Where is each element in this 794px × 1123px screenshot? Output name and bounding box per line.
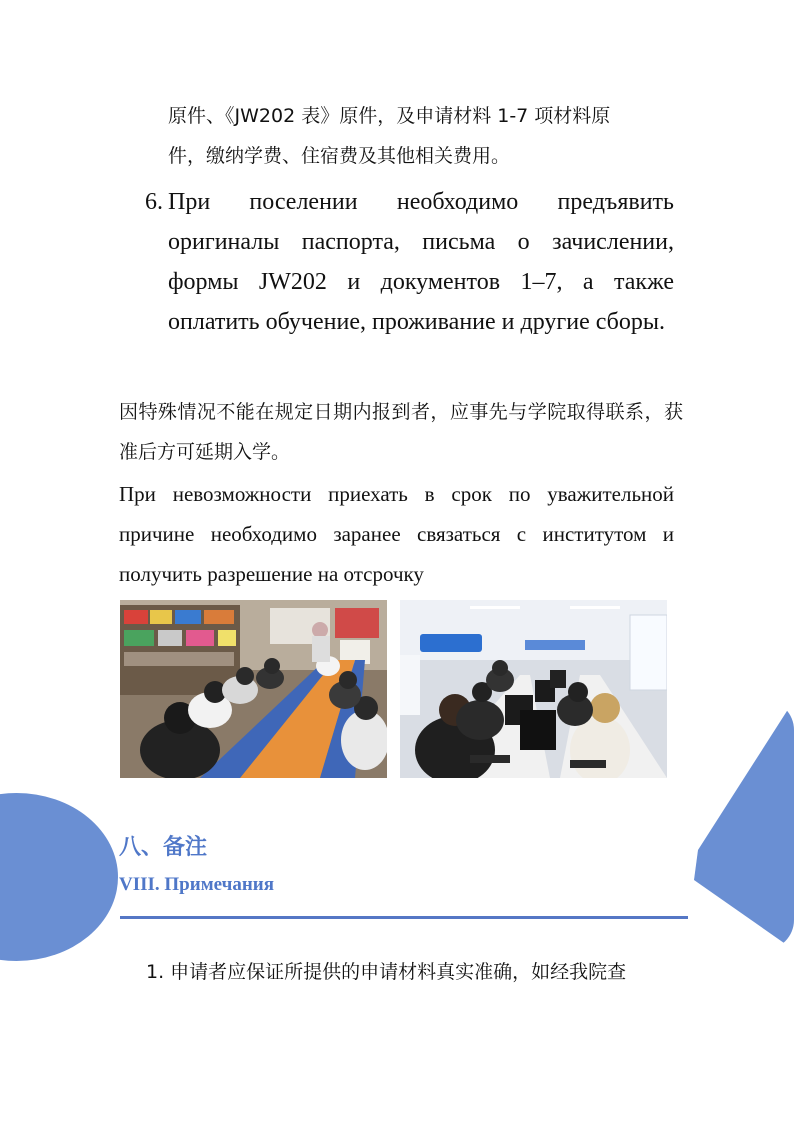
section-divider xyxy=(120,916,688,919)
decorative-circle xyxy=(0,793,118,961)
delay-paragraph-cn: 因特殊情况不能在规定日期内报到者，应事先与学院取得联系，获准后方可延期入学。 xyxy=(119,401,683,463)
section-title-ru: VIII. Примечания xyxy=(119,874,274,895)
item6-number: 6. xyxy=(145,189,163,215)
item5-cn-line2: 件，缴纳学费、住宿费及其他相关费用。 xyxy=(168,145,511,167)
section-title-cn: 八、备注 xyxy=(119,835,208,860)
workshop-photo xyxy=(120,600,387,778)
decorative-triangle xyxy=(694,700,794,950)
note1-cn: 1. 申请者应保证所提供的申请材料真实准确，如经我院查 xyxy=(146,961,627,983)
computer-lab-photo xyxy=(400,600,667,778)
delay-paragraph-ru: При невозможности приехать в срок по уважительной причине необходимо заранее связаться с институтом и получить разрешение на отсрочку xyxy=(119,482,674,586)
item6-ru-text: При поселении необходимо предъявить оригиналы паспорта, письма о зачислении, формы JW202 и документов 1–7, а также оплатить обучение, проживание и другие сборы. xyxy=(168,189,674,335)
item5-cn-line1: 原件、《JW202 表》原件，及申请材料 1-7 项材料原 xyxy=(168,105,611,127)
